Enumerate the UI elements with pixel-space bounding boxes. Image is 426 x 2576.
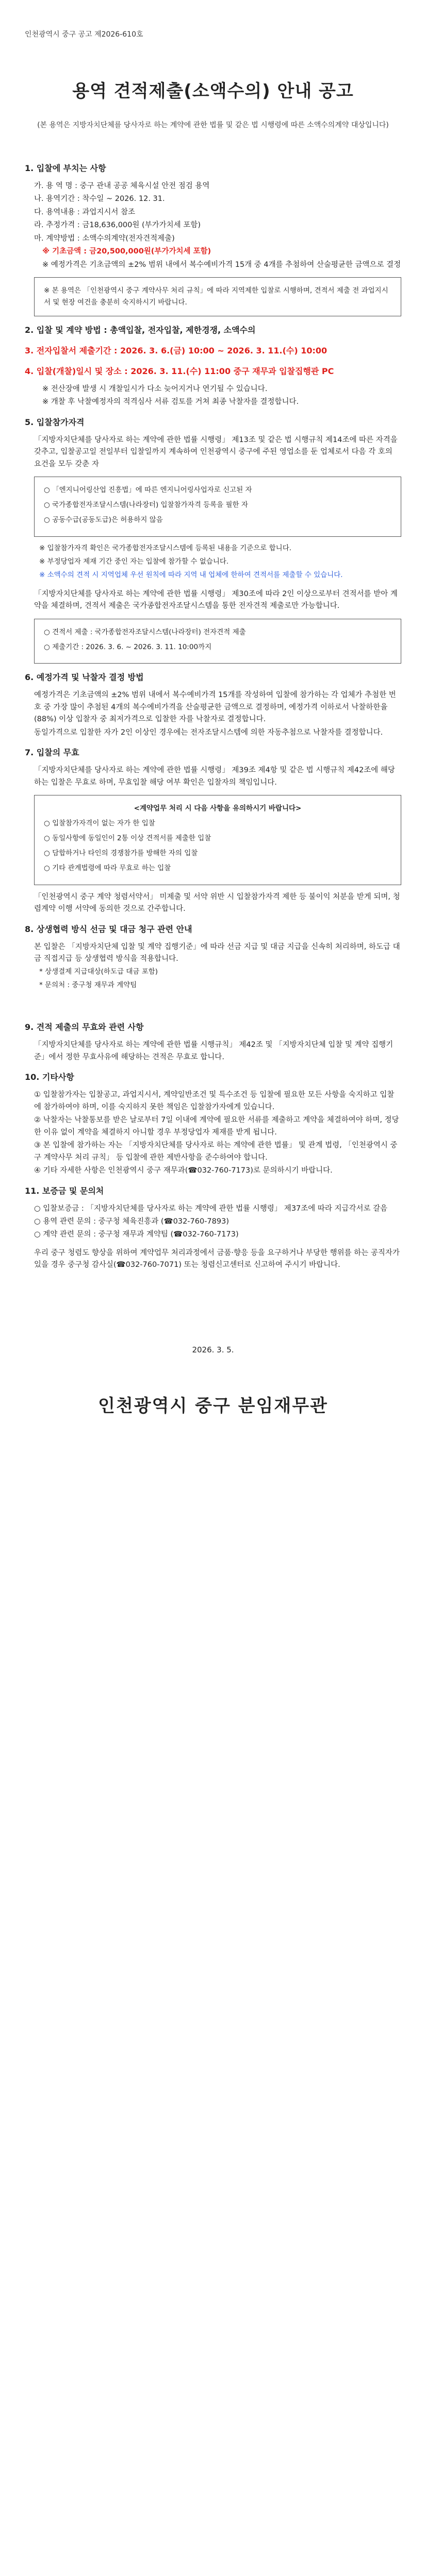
- box-row: ○ 동일사항에 동일인이 2통 이상 견적서를 제출한 입찰: [44, 834, 211, 843]
- page-subtitle: (본 용역은 지방자치단체를 당사자로 하는 계약에 관한 법률 및 같은 법 시행령에 따른 소액수의계약 대상입니다): [37, 121, 389, 129]
- note: ※ 소액수의 견적 시 지역업체 우선 원칙에 따라 지역 내 업체에 한하여 견적서를 제출할 수 있습니다.: [39, 570, 343, 579]
- list-item: 마. 계약방법 : 소액수의계약(전자견적제출): [34, 234, 175, 243]
- section-1-title: 1. 입찰에 부치는 사항: [25, 163, 106, 173]
- submission-box: [34, 619, 401, 664]
- section-4-text: 4. 입찰(개찰)일시 및 장소 : 2026. 3. 11.(수) 11:00 중구 재무과 입찰집행관 PC: [25, 366, 334, 376]
- box-row: ○ 기타 관계법령에 따라 무효로 하는 입찰: [44, 863, 171, 872]
- list-item: 다. 용역내용 : 과업지시서 참조: [34, 208, 136, 216]
- section-9-paragraph: 「지방자치단체를 당사자로 하는 계약에 관한 법률 시행규칙」 제42조 및 「지방자치단체 입찰 및 계약 집행기준」에서 정한 무효사유에 해당하는 견적은 무효로 합니다.: [34, 1041, 394, 1061]
- section-6-paragraph-2: 동일가격으로 입찰한 자가 2인 이상인 경우에는 전자조달시스템에 의한 자동추첨으로 낙찰자를 결정합니다.: [34, 728, 383, 737]
- section-6-title: 6. 예정가격 및 낙찰자 결정 방법: [25, 672, 144, 683]
- notice-body: [25, 155, 401, 1420]
- section-2-title: 2. 입찰 및 계약 방법 : 총액입찰, 전자입찰, 제한경쟁, 소액수의: [25, 325, 256, 335]
- box-row: ○ 입찰참가자격이 없는 자가 한 입찰: [44, 819, 155, 828]
- section-5-paragraph: 「지방자치단체를 당사자로 하는 계약에 관한 법률 시행령」 제13조 및 같은 법 시행규칙 제14조에 따른 자격을 갖추고, 입찰공고일 전일부터 입찰일까지 계속하여 인천광역시 중구에 주된 영업소를 둔 업체로서 다음 각 호의 요건을 모두 갖춘 자: [34, 435, 398, 468]
- box-heading: <계약업무 처리 시 다음 사항을 유의하시기 바랍니다>: [134, 804, 302, 813]
- box-row: ○ 제출기간 : 2026. 3. 6. ~ 2026. 3. 11. 10:00까지: [44, 642, 212, 651]
- box-text: ※ 본 용역은 「인천광역시 중구 계약사무 처리 규칙」에 따라 지역제한 입찰로 시행하며, 견적서 제출 전 과업지시서 및 현장 여건을 충분히 숙지하시기 바랍니다.: [44, 286, 388, 307]
- box-row: ○ 국가종합전자조달시스템(나라장터) 입찰참가자격 등록을 필한 자: [44, 501, 248, 510]
- note: * 문의처 : 중구청 재무과 계약팀: [39, 980, 137, 989]
- note-base-price: ※ 기초금액 : 금20,500,000원(부가가치세 포함): [42, 247, 211, 256]
- notice-date: 2026. 3. 5.: [192, 1345, 234, 1354]
- note: ※ 부정당업자 제재 기간 중인 자는 입찰에 참가할 수 없습니다.: [39, 557, 229, 566]
- section-8-paragraph: 본 입찰은 「지방자치단체 입찰 및 계약 집행기준」에 따라 선금 지급 및 대금 지급을 신속히 처리하며, 하도급 대금 직접지급 등 상생협력 방식을 적용합니다.: [34, 942, 400, 963]
- section-11-title: 11. 보증금 및 문의처: [25, 1185, 104, 1196]
- note: * 상생결제 지급대상(하도급 대금 포함): [39, 967, 158, 976]
- note: ※ 입찰참가자격 확인은 국가종합전자조달시스템에 등록된 내용을 기준으로 합니다.: [39, 544, 292, 553]
- section-9-title: 9. 견적 제출의 무효와 관련 사항: [25, 1022, 144, 1032]
- integrity-paragraph: 우리 중구 청렴도 향상을 위하여 계약업무 처리과정에서 금품·향응 등을 요구하거나 부당한 행위를 하는 공직자가 있을 경우 중구청 감사실(☎032-760-7071) 또는 청렴신고센터로 신고하여 주시기 바랍니다.: [34, 1248, 400, 1269]
- notice-box: [34, 277, 401, 316]
- list-item: ※ 전산장애 발생 시 개찰일시가 다소 늦어지거나 연기될 수 있습니다.: [42, 384, 268, 393]
- section-7-title: 7. 입찰의 무효: [25, 748, 79, 758]
- page-title: 용역 견적제출(소액수의) 안내 공고: [72, 81, 354, 101]
- list-item: ② 낙찰자는 낙찰통보를 받은 날로부터 7일 이내에 계약에 필요한 서류를 제출하고 계약을 체결하여야 하며, 정당한 이유 없이 계약을 체결하지 아니할 경우 부정당업자 제재를 받게 됩니다.: [34, 1116, 399, 1137]
- box-row: ○ 공동수급(공동도급)은 허용하지 않음: [44, 516, 163, 524]
- list-item: 나. 용역기간 : 착수일 ~ 2026. 12. 31.: [34, 195, 165, 204]
- section-3-text: 3. 전자입찰서 제출기간 : 2026. 3. 6.(금) 10:00 ~ 2026. 3. 11.(수) 10:00: [25, 346, 327, 356]
- section-7-paragraph: 「지방자치단체를 당사자로 하는 계약에 관한 법률 시행령」 제39조 제4항 및 같은 법 시행규칙 제42조에 해당하는 입찰은 무효로 하며, 무효입찰 해당 여부 확인은 입찰자의 책임입니다.: [34, 766, 395, 787]
- list-item: ○ 입찰보증금 : 「지방자치단체를 당사자로 하는 계약에 관한 법률 시행령」 제37조에 따라 지급각서로 갈음: [34, 1204, 388, 1213]
- note-estimated-price: ※ 예정가격은 기초금액의 ±2% 범위 내에서 복수예비가격 15개 중 4개를 추첨하여 산술평균한 금액으로 결정: [42, 260, 401, 269]
- notice-number: 인천광역시 중구 공고 제2026-610호: [25, 30, 143, 39]
- section-6-paragraph: 예정가격은 기초금액의 ±2% 범위 내에서 복수예비가격 15개를 작성하여 입찰에 참가하는 각 업체가 추첨한 번호 중 가장 많이 추첨된 4개의 복수예비가격을 산술평균한 금액으로 결정하며, 예정가격 이하로서 낙찰하한율(88%) 이상 입찰자 중 최저가격으로 입찰한 자를 낙찰자로 결정합니다.: [34, 691, 396, 724]
- section-8-title: 8. 상생협력 방식 선금 및 대금 청구 관련 안내: [25, 924, 192, 934]
- list-item: 가. 용 역 명 : 중구 관내 공공 체육시설 안전 점검 용역: [34, 181, 210, 190]
- invalid-bid-box: [34, 795, 401, 885]
- section-7-paragraph-2: 「인천광역시 중구 계약 청렴서약서」 미제출 및 서약 위반 시 입찰참가자격 제한 등 불이익 처분을 받게 되며, 청렴계약 이행 서약에 동의한 것으로 간주합니다.: [34, 892, 400, 913]
- list-item: ○ 용역 관련 문의 : 중구청 체육진흥과 (☎032-760-7893): [34, 1217, 229, 1226]
- box-row: ○ 「엔지니어링산업 진흥법」에 따른 엔지니어링사업자로 신고된 자: [44, 486, 252, 495]
- section-5-title: 5. 입찰참가자격: [25, 417, 85, 427]
- list-item: ※ 개찰 후 낙찰예정자의 적격심사 서류 검토를 거쳐 최종 낙찰자를 결정합니다.: [42, 398, 299, 406]
- section-10-title: 10. 기타사항: [25, 1072, 74, 1082]
- list-item: ① 입찰참가자는 입찰공고, 과업지시서, 계약일반조건 및 특수조건 등 입찰에 필요한 모든 사항을 숙지하고 입찰에 참가하여야 하며, 이를 숙지하지 못한 책임은 입찰참가자에게 있습니다.: [34, 1091, 395, 1111]
- list-item: ○ 계약 관련 문의 : 중구청 재무과 계약팀 (☎032-760-7173): [34, 1230, 239, 1239]
- section-4-title: [25, 365, 401, 378]
- issuing-organization: 인천광역시 중구 분임재무관: [98, 1396, 328, 1417]
- section-3-title: [25, 344, 401, 358]
- list-item: ④ 기타 자세한 사항은 인천광역시 중구 재무과(☎032-760-7173)로 문의하시기 바랍니다.: [34, 1166, 333, 1175]
- box-row: ○ 담합하거나 타인의 경쟁참가를 방해한 자의 입찰: [44, 849, 198, 857]
- list-item: 라. 추정가격 : 금18,636,000원 (부가가치세 포함): [34, 221, 201, 230]
- list-item: ③ 본 입찰에 참가하는 자는 「지방자치단체를 당사자로 하는 계약에 관한 법률」 및 관계 법령, 「인천광역시 중구 계약사무 처리 규칙」 등 입찰에 관한 제반사항을 준수하여야 합니다.: [34, 1141, 398, 1162]
- box-row: ○ 견적서 제출 : 국가종합전자조달시스템(나라장터) 전자견적 제출: [44, 628, 246, 636]
- section-5-paragraph-2: 「지방자치단체를 당사자로 하는 계약에 관한 법률 시행령」 제30조에 따라 2인 이상으로부터 견적서를 받아 계약을 체결하며, 견적서 제출은 국가종합전자조달시스템을 통한 전자견적 제출로만 가능합니다.: [34, 589, 398, 611]
- qualification-box: [34, 477, 401, 537]
